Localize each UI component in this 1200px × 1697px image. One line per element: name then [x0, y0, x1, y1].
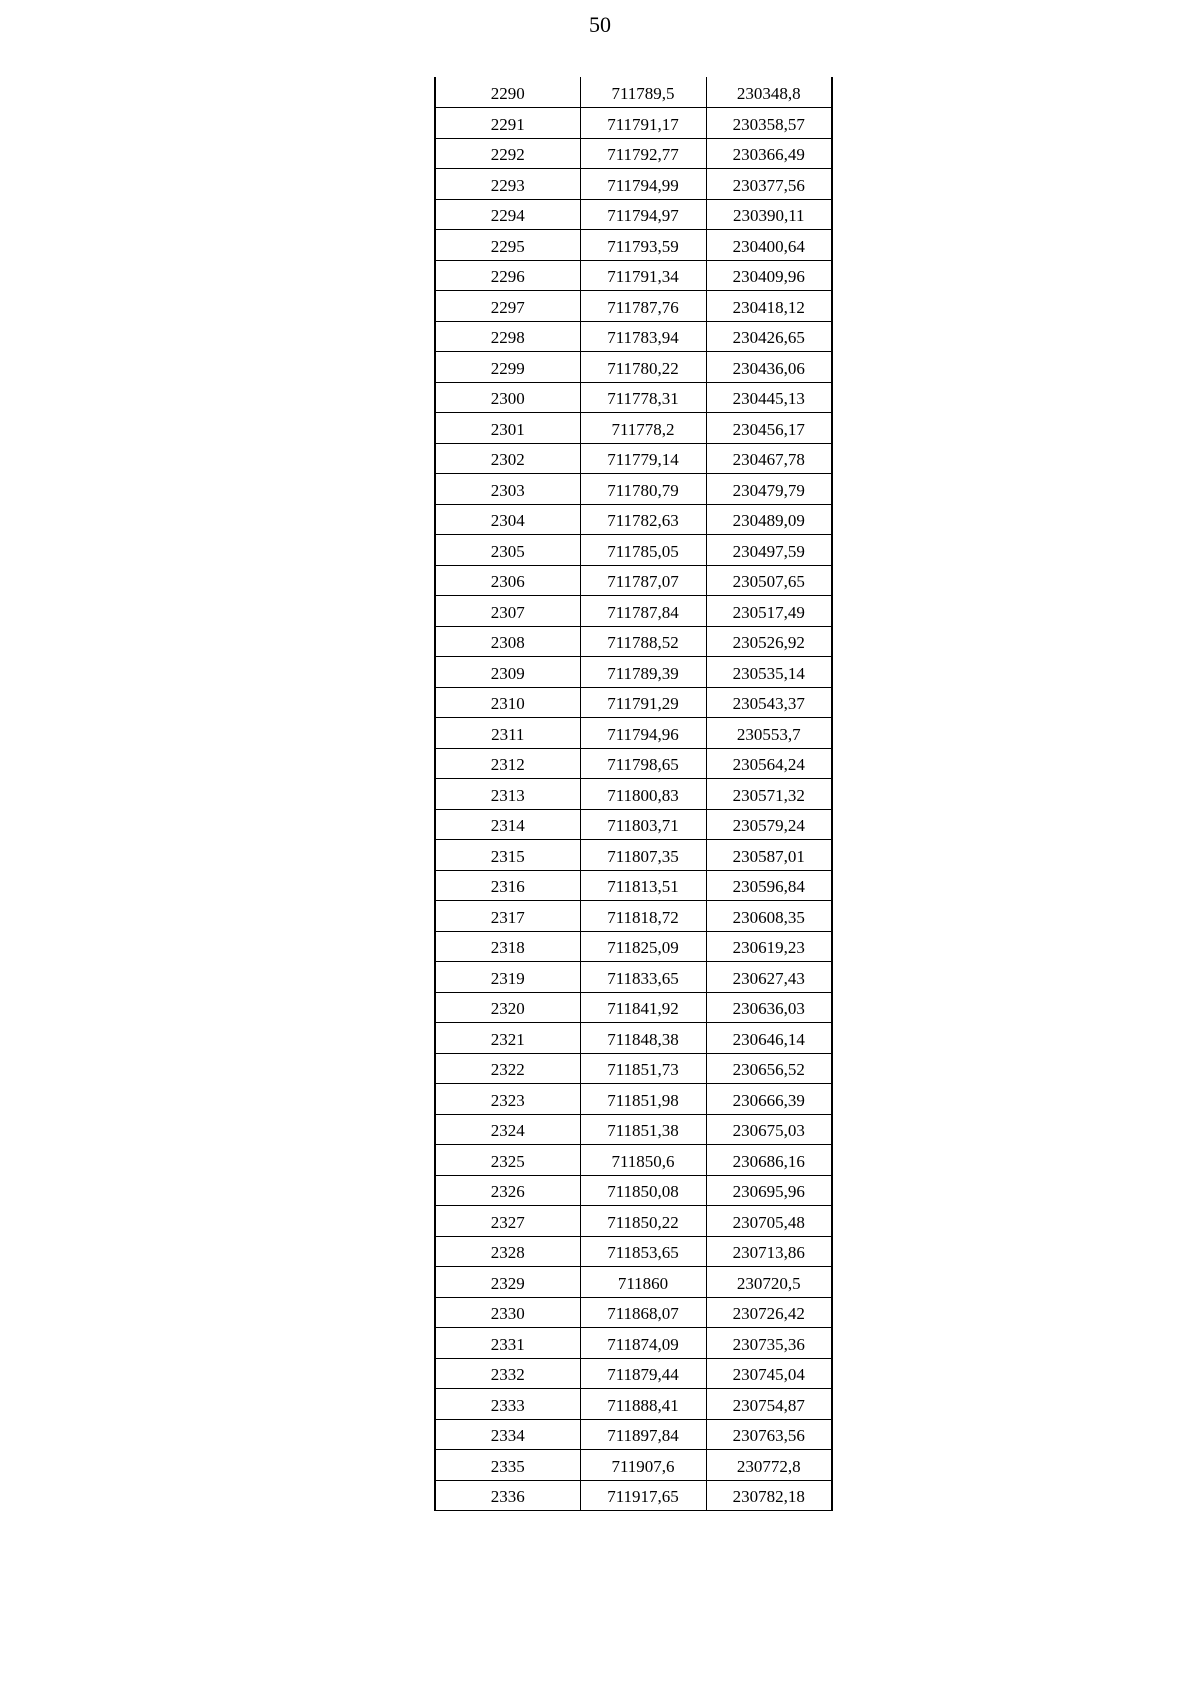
- point-number-cell: 2304: [435, 504, 580, 535]
- y-coordinate-cell: 230596,84: [706, 870, 832, 901]
- y-coordinate-cell: 230445,13: [706, 382, 832, 413]
- y-coordinate-cell: 230426,65: [706, 321, 832, 352]
- x-coordinate-cell: 711888,41: [580, 1389, 706, 1420]
- y-coordinate-cell: 230564,24: [706, 748, 832, 779]
- table-row: [435, 321, 832, 352]
- y-coordinate-cell: 230726,42: [706, 1297, 832, 1328]
- table-row: [435, 1480, 832, 1511]
- table-row: [435, 1419, 832, 1450]
- point-number-cell: 2310: [435, 687, 580, 718]
- table-row: [435, 291, 832, 322]
- x-coordinate-cell: 711791,17: [580, 108, 706, 139]
- point-number-cell: 2294: [435, 199, 580, 230]
- table-row: [435, 1450, 832, 1481]
- x-coordinate-cell: 711897,84: [580, 1419, 706, 1450]
- point-number-cell: 2302: [435, 443, 580, 474]
- table-row: [435, 1084, 832, 1115]
- table-row: [435, 1358, 832, 1389]
- point-number-cell: 2299: [435, 352, 580, 383]
- table-row: [435, 1206, 832, 1237]
- table-row: [435, 1114, 832, 1145]
- x-coordinate-cell: 711841,92: [580, 992, 706, 1023]
- table-row: [435, 1267, 832, 1298]
- y-coordinate-cell: 230358,57: [706, 108, 832, 139]
- point-number-cell: 2306: [435, 565, 580, 596]
- x-coordinate-cell: 711791,29: [580, 687, 706, 718]
- y-coordinate-cell: 230735,36: [706, 1328, 832, 1359]
- coordinates-table: [434, 77, 833, 1511]
- point-number-cell: 2319: [435, 962, 580, 993]
- table-row: [435, 901, 832, 932]
- point-number-cell: 2290: [435, 77, 580, 108]
- x-coordinate-cell: 711860: [580, 1267, 706, 1298]
- page-number: 50: [589, 12, 611, 37]
- x-coordinate-cell: 711787,84: [580, 596, 706, 627]
- table-row: [435, 382, 832, 413]
- point-number-cell: 2326: [435, 1175, 580, 1206]
- coordinates-table-body: [435, 77, 832, 1511]
- table-row: [435, 962, 832, 993]
- table-row: [435, 1175, 832, 1206]
- x-coordinate-cell: 711850,08: [580, 1175, 706, 1206]
- point-number-cell: 2328: [435, 1236, 580, 1267]
- y-coordinate-cell: 230409,96: [706, 260, 832, 291]
- point-number-cell: 2322: [435, 1053, 580, 1084]
- y-coordinate-cell: 230782,18: [706, 1480, 832, 1511]
- table-row: [435, 138, 832, 169]
- point-number-cell: 2324: [435, 1114, 580, 1145]
- y-coordinate-cell: 230348,8: [706, 77, 832, 108]
- y-coordinate-cell: 230666,39: [706, 1084, 832, 1115]
- y-coordinate-cell: 230686,16: [706, 1145, 832, 1176]
- table-row: [435, 748, 832, 779]
- table-row: [435, 1023, 832, 1054]
- y-coordinate-cell: 230526,92: [706, 626, 832, 657]
- y-coordinate-cell: 230587,01: [706, 840, 832, 871]
- x-coordinate-cell: 711783,94: [580, 321, 706, 352]
- point-number-cell: 2312: [435, 748, 580, 779]
- y-coordinate-cell: 230720,5: [706, 1267, 832, 1298]
- x-coordinate-cell: 711851,73: [580, 1053, 706, 1084]
- table-row: [435, 931, 832, 962]
- table-row: [435, 1145, 832, 1176]
- y-coordinate-cell: 230377,56: [706, 169, 832, 200]
- y-coordinate-cell: 230418,12: [706, 291, 832, 322]
- x-coordinate-cell: 711813,51: [580, 870, 706, 901]
- y-coordinate-cell: 230745,04: [706, 1358, 832, 1389]
- point-number-cell: 2308: [435, 626, 580, 657]
- x-coordinate-cell: 711800,83: [580, 779, 706, 810]
- x-coordinate-cell: 711803,71: [580, 809, 706, 840]
- table-row: [435, 1053, 832, 1084]
- point-number-cell: 2296: [435, 260, 580, 291]
- y-coordinate-cell: 230467,78: [706, 443, 832, 474]
- y-coordinate-cell: 230608,35: [706, 901, 832, 932]
- y-coordinate-cell: 230646,14: [706, 1023, 832, 1054]
- point-number-cell: 2316: [435, 870, 580, 901]
- point-number-cell: 2292: [435, 138, 580, 169]
- table-row: [435, 413, 832, 444]
- y-coordinate-cell: 230553,7: [706, 718, 832, 749]
- x-coordinate-cell: 711848,38: [580, 1023, 706, 1054]
- table-row: [435, 108, 832, 139]
- x-coordinate-cell: 711794,99: [580, 169, 706, 200]
- table-row: [435, 230, 832, 261]
- y-coordinate-cell: 230456,17: [706, 413, 832, 444]
- point-number-cell: 2317: [435, 901, 580, 932]
- x-coordinate-cell: 711792,77: [580, 138, 706, 169]
- x-coordinate-cell: 711907,6: [580, 1450, 706, 1481]
- x-coordinate-cell: 711798,65: [580, 748, 706, 779]
- x-coordinate-cell: 711787,76: [580, 291, 706, 322]
- table-row: [435, 596, 832, 627]
- x-coordinate-cell: 711785,05: [580, 535, 706, 566]
- point-number-cell: 2320: [435, 992, 580, 1023]
- y-coordinate-cell: 230497,59: [706, 535, 832, 566]
- x-coordinate-cell: 711793,59: [580, 230, 706, 261]
- y-coordinate-cell: 230366,49: [706, 138, 832, 169]
- table-row: [435, 504, 832, 535]
- point-number-cell: 2298: [435, 321, 580, 352]
- y-coordinate-cell: 230543,37: [706, 687, 832, 718]
- x-coordinate-cell: 711868,07: [580, 1297, 706, 1328]
- point-number-cell: 2300: [435, 382, 580, 413]
- point-number-cell: 2303: [435, 474, 580, 505]
- table-row: [435, 718, 832, 749]
- x-coordinate-cell: 711780,22: [580, 352, 706, 383]
- table-row: [435, 1389, 832, 1420]
- x-coordinate-cell: 711853,65: [580, 1236, 706, 1267]
- table-row: [435, 1236, 832, 1267]
- x-coordinate-cell: 711879,44: [580, 1358, 706, 1389]
- y-coordinate-cell: 230619,23: [706, 931, 832, 962]
- x-coordinate-cell: 711787,07: [580, 565, 706, 596]
- x-coordinate-cell: 711794,97: [580, 199, 706, 230]
- point-number-cell: 2301: [435, 413, 580, 444]
- table-row: [435, 1328, 832, 1359]
- table-row: [435, 199, 832, 230]
- x-coordinate-cell: 711789,39: [580, 657, 706, 688]
- table-row: [435, 535, 832, 566]
- y-coordinate-cell: 230656,52: [706, 1053, 832, 1084]
- point-number-cell: 2311: [435, 718, 580, 749]
- x-coordinate-cell: 711778,31: [580, 382, 706, 413]
- x-coordinate-cell: 711851,98: [580, 1084, 706, 1115]
- table-row: [435, 840, 832, 871]
- y-coordinate-cell: 230772,8: [706, 1450, 832, 1481]
- x-coordinate-cell: 711833,65: [580, 962, 706, 993]
- x-coordinate-cell: 711794,96: [580, 718, 706, 749]
- x-coordinate-cell: 711788,52: [580, 626, 706, 657]
- point-number-cell: 2314: [435, 809, 580, 840]
- point-number-cell: 2318: [435, 931, 580, 962]
- point-number-cell: 2309: [435, 657, 580, 688]
- point-number-cell: 2336: [435, 1480, 580, 1511]
- x-coordinate-cell: 711850,6: [580, 1145, 706, 1176]
- table-row: [435, 474, 832, 505]
- point-number-cell: 2327: [435, 1206, 580, 1237]
- y-coordinate-cell: 230713,86: [706, 1236, 832, 1267]
- table-row: [435, 626, 832, 657]
- x-coordinate-cell: 711782,63: [580, 504, 706, 535]
- table-row: [435, 260, 832, 291]
- point-number-cell: 2321: [435, 1023, 580, 1054]
- point-number-cell: 2329: [435, 1267, 580, 1298]
- point-number-cell: 2291: [435, 108, 580, 139]
- x-coordinate-cell: 711874,09: [580, 1328, 706, 1359]
- y-coordinate-cell: 230695,96: [706, 1175, 832, 1206]
- table-row: [435, 992, 832, 1023]
- point-number-cell: 2331: [435, 1328, 580, 1359]
- point-number-cell: 2335: [435, 1450, 580, 1481]
- point-number-cell: 2307: [435, 596, 580, 627]
- table-row: [435, 77, 832, 108]
- y-coordinate-cell: 230489,09: [706, 504, 832, 535]
- y-coordinate-cell: 230763,56: [706, 1419, 832, 1450]
- point-number-cell: 2313: [435, 779, 580, 810]
- table-row: [435, 657, 832, 688]
- y-coordinate-cell: 230571,32: [706, 779, 832, 810]
- x-coordinate-cell: 711825,09: [580, 931, 706, 962]
- table-row: [435, 352, 832, 383]
- y-coordinate-cell: 230705,48: [706, 1206, 832, 1237]
- x-coordinate-cell: 711779,14: [580, 443, 706, 474]
- y-coordinate-cell: 230535,14: [706, 657, 832, 688]
- point-number-cell: 2332: [435, 1358, 580, 1389]
- point-number-cell: 2333: [435, 1389, 580, 1420]
- x-coordinate-cell: 711789,5: [580, 77, 706, 108]
- table-row: [435, 443, 832, 474]
- point-number-cell: 2325: [435, 1145, 580, 1176]
- y-coordinate-cell: 230479,79: [706, 474, 832, 505]
- point-number-cell: 2305: [435, 535, 580, 566]
- y-coordinate-cell: 230436,06: [706, 352, 832, 383]
- point-number-cell: 2315: [435, 840, 580, 871]
- x-coordinate-cell: 711778,2: [580, 413, 706, 444]
- y-coordinate-cell: 230675,03: [706, 1114, 832, 1145]
- table-row: [435, 169, 832, 200]
- y-coordinate-cell: 230390,11: [706, 199, 832, 230]
- table-row: [435, 1297, 832, 1328]
- point-number-cell: 2295: [435, 230, 580, 261]
- x-coordinate-cell: 711917,65: [580, 1480, 706, 1511]
- point-number-cell: 2297: [435, 291, 580, 322]
- table-row: [435, 565, 832, 596]
- point-number-cell: 2334: [435, 1419, 580, 1450]
- point-number-cell: 2293: [435, 169, 580, 200]
- x-coordinate-cell: 711791,34: [580, 260, 706, 291]
- y-coordinate-cell: 230579,24: [706, 809, 832, 840]
- table-row: [435, 870, 832, 901]
- point-number-cell: 2330: [435, 1297, 580, 1328]
- x-coordinate-cell: 711851,38: [580, 1114, 706, 1145]
- point-number-cell: 2323: [435, 1084, 580, 1115]
- y-coordinate-cell: 230517,49: [706, 596, 832, 627]
- table-row: [435, 687, 832, 718]
- x-coordinate-cell: 711780,79: [580, 474, 706, 505]
- y-coordinate-cell: 230507,65: [706, 565, 832, 596]
- y-coordinate-cell: 230754,87: [706, 1389, 832, 1420]
- table-row: [435, 779, 832, 810]
- y-coordinate-cell: 230627,43: [706, 962, 832, 993]
- x-coordinate-cell: 711850,22: [580, 1206, 706, 1237]
- x-coordinate-cell: 711807,35: [580, 840, 706, 871]
- x-coordinate-cell: 711818,72: [580, 901, 706, 932]
- y-coordinate-cell: 230400,64: [706, 230, 832, 261]
- y-coordinate-cell: 230636,03: [706, 992, 832, 1023]
- table-row: [435, 809, 832, 840]
